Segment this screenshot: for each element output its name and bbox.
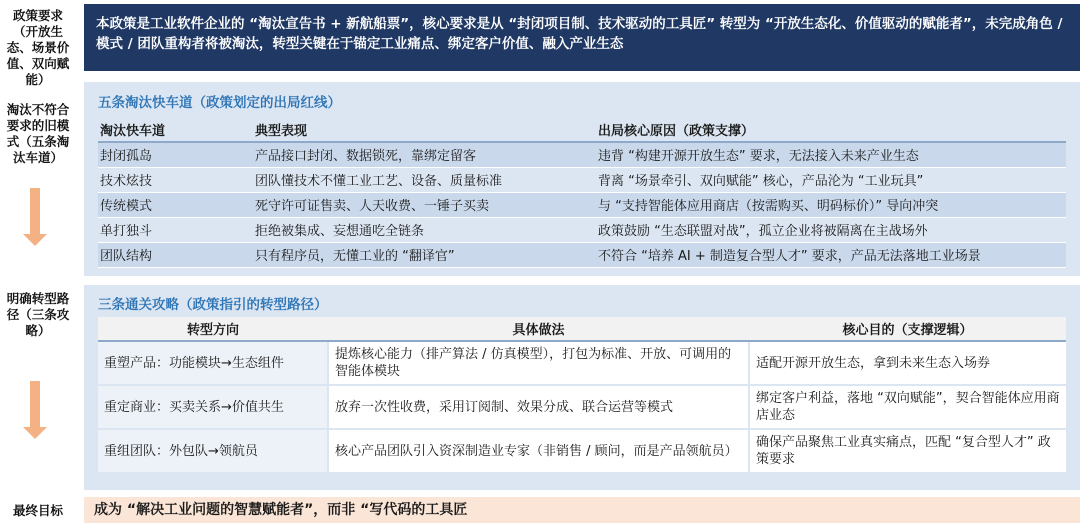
table-row — [98, 217, 1066, 242]
table-cell: 背离 “场景牵引、双向赋能” 核心，产品沦为 “工业玩具” — [596, 167, 1066, 192]
down-arrow-icon — [23, 188, 47, 246]
table-cell: 重组团队：外包队→领航员 — [98, 429, 328, 473]
table-cell: 政策鼓励 “生态联盟对战”，孤立企业将被隔离在主战场外 — [596, 217, 1066, 242]
table-row — [98, 167, 1066, 192]
table-cell: 产品接口封闭、数据锁死，靠绑定留客 — [253, 142, 596, 167]
elimination-lanes-panel — [84, 82, 1080, 276]
label-final-goal: 最终目标 — [12, 503, 63, 518]
column-header: 淘汰快车道 — [98, 118, 253, 142]
table-cell: 核心产品团队引入资深制造业专家（非销售 / 顾问，而是产品领航员） — [328, 429, 749, 473]
label-eliminate-old-models: 淘汰不符合要求的旧模式（五条淘汰车道） — [6, 102, 70, 165]
table-cell: 绑定客户利益，落地 “双向赋能”，契合智能体应用商店业态 — [749, 385, 1066, 429]
table-row — [98, 192, 1066, 217]
table-cell: 团队结构 — [98, 242, 253, 267]
table-cell: 传统模式 — [98, 192, 253, 217]
table-cell: 只有程序员，无懂工业的 “翻译官” — [253, 242, 596, 267]
column-header: 具体做法 — [328, 317, 749, 341]
section-title: 五条淘汰快车道（政策划定的出局红线） — [98, 95, 341, 111]
down-arrow-icon — [23, 381, 47, 439]
table-cell: 不符合 “培养 AI + 制造复合型人才” 要求，产品无法落地工业场景 — [596, 242, 1066, 267]
policy-summary-banner: 本政策是工业软件企业的 “淘汰宣告书 + 新航船票”，核心要求是从 “封闭项目制、技术驱动的工具匠” 转型为 “开放生态化、价值驱动的赋能者”，未完成角色 / 模式 / 团队重构者将被淘汰，转型关键在于锚定工业痛点、绑定客户价值、融入产业生态 — [84, 4, 1080, 71]
table-cell: 单打独斗 — [98, 217, 253, 242]
table-cell: 提炼核心能力（排产算法 / 仿真模型），打包为标准、开放、可调用的智能体模块 — [328, 341, 749, 385]
table-cell: 重塑产品：功能模块→生态组件 — [98, 341, 328, 385]
table-cell: 死守许可证售卖、人天收费、一锤子买卖 — [253, 192, 596, 217]
table-row — [98, 341, 1066, 385]
table-row — [98, 385, 1066, 429]
elimination-table — [98, 118, 1066, 268]
table-cell: 拒绝被集成、妄想通吃全链条 — [253, 217, 596, 242]
table-cell: 适配开源开放生态，拿到未来生态入场券 — [749, 341, 1066, 385]
column-header: 转型方向 — [98, 317, 328, 341]
final-goal-bar: 成为 “解决工业问题的智慧赋能者”，而非 “写代码的工具匠 — [84, 497, 1080, 523]
column-header: 核心目的（支撑逻辑） — [749, 317, 1066, 341]
table-row — [98, 142, 1066, 167]
table-row — [98, 242, 1066, 267]
table-cell: 放弃一次性收费，采用订阅制、效果分成、联合运营等模式 — [328, 385, 749, 429]
label-policy-requirement: 政策要求 （开放生态、场景价值、双向赋能） — [6, 8, 70, 87]
table-cell: 确保产品聚焦工业真实痛点，匹配 “复合型人才” 政策要求 — [749, 429, 1066, 473]
table-row — [98, 429, 1066, 473]
section-title: 三条通关攻略（政策指引的转型路径） — [98, 297, 328, 313]
column-header: 出局核心原因（政策支撑） — [596, 118, 1066, 142]
table-cell: 重定商业：买卖关系→价值共生 — [98, 385, 328, 429]
strategy-table — [98, 317, 1066, 474]
table-header-row — [98, 317, 1066, 341]
table-cell: 封闭孤岛 — [98, 142, 253, 167]
label-transformation-path: 明确转型路径（三条攻略） — [6, 291, 70, 338]
table-cell: 与 “支持智能体应用商店（按需购买、明码标价）” 导向冲突 — [596, 192, 1066, 217]
table-cell: 违背 “构建开源开放生态” 要求，无法接入未来产业生态 — [596, 142, 1066, 167]
transformation-strategy-panel — [84, 285, 1080, 490]
table-cell: 技术炫技 — [98, 167, 253, 192]
column-header: 典型表现 — [253, 118, 596, 142]
table-cell: 团队懂技术不懂工业工艺、设备、质量标准 — [253, 167, 596, 192]
table-header-row — [98, 118, 1066, 142]
